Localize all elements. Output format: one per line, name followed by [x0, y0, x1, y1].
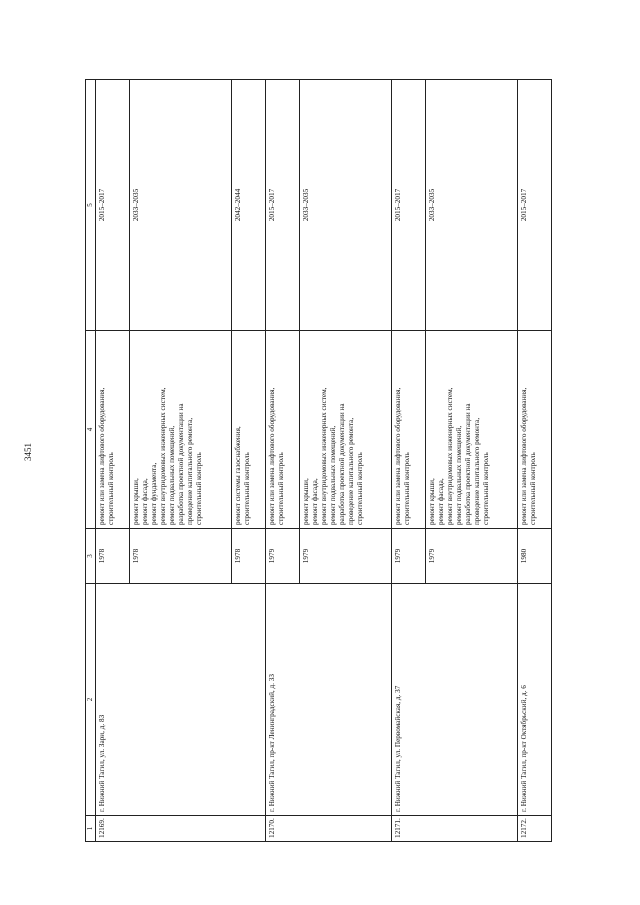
- work-item: ремонт крыши,: [428, 478, 436, 525]
- period-cell: 2015–2017: [518, 80, 552, 331]
- work-item: проведение капитального ремонта,: [347, 417, 355, 525]
- work-item: строительный контроль: [107, 452, 115, 525]
- works-cell: [130, 331, 232, 529]
- work-item: строительный контроль: [356, 452, 364, 525]
- table-body: [86, 80, 552, 842]
- work-item: ремонт системы газоснабжения,: [234, 426, 242, 525]
- repair-schedule-table-wrap: [85, 80, 539, 842]
- period-cell: 2015–2017: [266, 80, 300, 331]
- row-number: 12172.: [518, 816, 552, 842]
- table-row: [96, 80, 130, 842]
- work-item: ремонт внутридомовых инженерных систем,: [320, 387, 328, 525]
- table-row: [392, 80, 426, 842]
- work-item: ремонт фасада,: [141, 478, 149, 525]
- works-cell: [232, 331, 266, 529]
- address-cell: г. Нижний Тагил, ул. Зари, д. 83: [96, 584, 266, 816]
- work-item: ремонт подвальных помещений,: [329, 425, 337, 525]
- work-item: ремонт фасада,: [311, 478, 319, 525]
- row-number: 12171.: [392, 816, 518, 842]
- table-row: [266, 80, 300, 842]
- work-item: ремонт внутридомовых инженерных систем,: [159, 387, 167, 525]
- table-row: [518, 80, 552, 842]
- work-item: ремонт или замена лифтового оборудования,: [268, 387, 276, 525]
- address-cell: г. Нижний Тагил, пр-кт Ленинградский, д. 33: [266, 584, 392, 816]
- works-cell: [392, 331, 426, 529]
- works-cell: [96, 331, 130, 529]
- year-cell: 1978: [96, 529, 130, 584]
- column-number: 4: [86, 331, 96, 529]
- year-cell: 1978: [130, 529, 232, 584]
- work-item: проведение капитального ремонта,: [473, 417, 481, 525]
- work-item: ремонт или замена лифтового оборудования,: [394, 387, 402, 525]
- work-item: разработка проектной документации на: [177, 403, 185, 525]
- column-number: 3: [86, 529, 96, 584]
- work-item: ремонт фундамента,: [150, 462, 158, 525]
- work-item: ремонт подвальных помещений,: [168, 425, 176, 525]
- address-cell: г. Нижний Тагил, ул. Первомайская, д. 37: [392, 584, 518, 816]
- work-item: разработка проектной документации на: [338, 403, 346, 525]
- work-item: разработка проектной документации на: [464, 403, 472, 525]
- repair-schedule-table: [85, 79, 552, 842]
- work-item: строительный контроль: [482, 452, 490, 525]
- period-cell: 2015–2017: [392, 80, 426, 331]
- period-cell: 2015–2017: [96, 80, 130, 331]
- year-cell: 1978: [232, 529, 266, 584]
- work-item: строительный контроль: [243, 452, 251, 525]
- period-cell: 2033–2035: [300, 80, 392, 331]
- column-number: 2: [86, 584, 96, 816]
- year-cell: 1979: [392, 529, 426, 584]
- period-cell: 2042–2044: [232, 80, 266, 331]
- work-item: строительный контроль: [529, 452, 537, 525]
- year-cell: 1980: [518, 529, 552, 584]
- column-number: 1: [86, 816, 96, 842]
- work-item: ремонт подвальных помещений,: [455, 425, 463, 525]
- column-number: 5: [86, 80, 96, 331]
- work-item: ремонт крыши,: [302, 478, 310, 525]
- work-item: ремонт крыши,: [132, 478, 140, 525]
- page-number: 3451: [23, 443, 33, 461]
- works-cell: [426, 331, 518, 529]
- column-number-row: [86, 80, 96, 842]
- year-cell: 1979: [300, 529, 392, 584]
- work-item: проведение капитального ремонта,: [186, 417, 194, 525]
- works-cell: [266, 331, 300, 529]
- row-number: 12170.: [266, 816, 392, 842]
- period-cell: 2033–2035: [130, 80, 232, 331]
- work-item: строительный контроль: [277, 452, 285, 525]
- work-item: ремонт фасада,: [437, 478, 445, 525]
- address-cell: г. Нижний Тагил, пр-кт Октябрьский, д. 6: [518, 584, 552, 816]
- year-cell: 1979: [266, 529, 300, 584]
- period-cell: 2033–2035: [426, 80, 518, 331]
- work-item: строительный контроль: [403, 452, 411, 525]
- row-number: 12169.: [96, 816, 266, 842]
- work-item: ремонт внутридомовых инженерных систем,: [446, 387, 454, 525]
- works-cell: [300, 331, 392, 529]
- year-cell: 1979: [426, 529, 518, 584]
- work-item: ремонт или замена лифтового оборудования,: [98, 387, 106, 525]
- work-item: ремонт или замена лифтового оборудования,: [520, 387, 528, 525]
- works-cell: [518, 331, 552, 529]
- work-item: строительный контроль: [195, 452, 203, 525]
